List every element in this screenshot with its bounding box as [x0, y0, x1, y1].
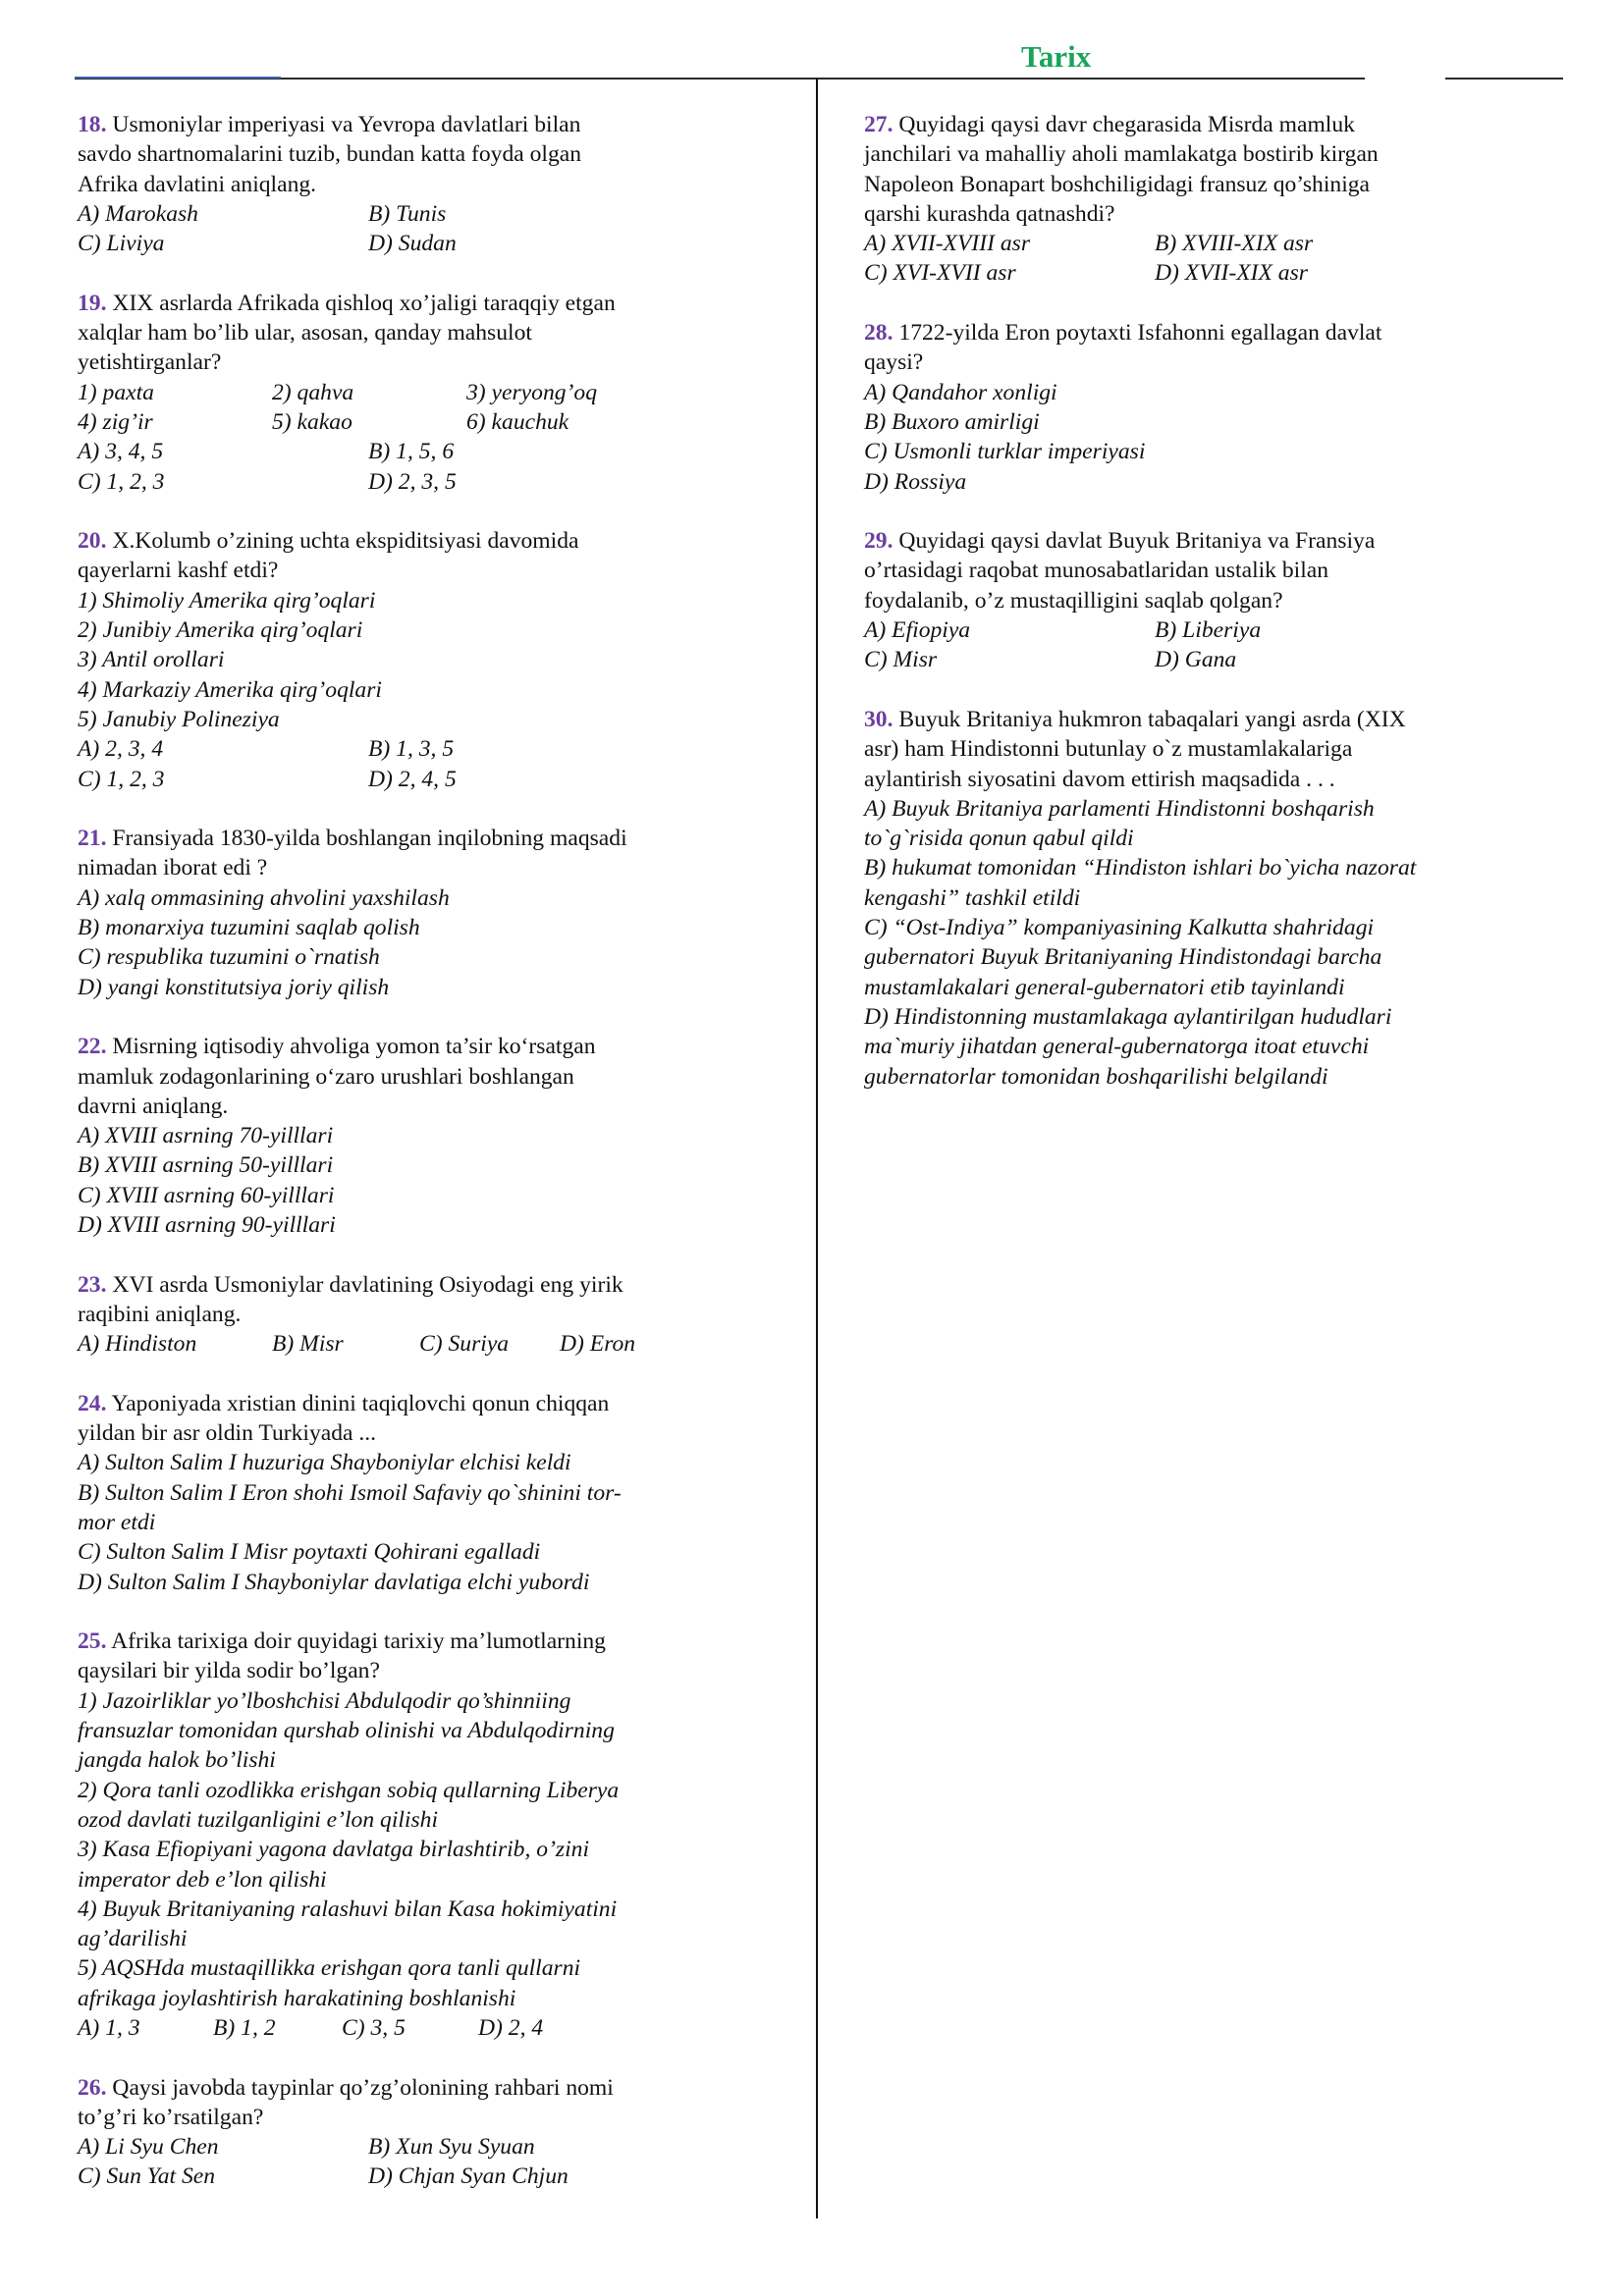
question-text: foydalanib, o’z mustaqilligini saqlab qolgan? [864, 587, 1283, 614]
answer-row [78, 229, 804, 258]
answer-option-d[interactable]: D) Gana [1155, 647, 1237, 673]
item-row [78, 407, 804, 437]
answer-option-b[interactable]: B) Xun Syu Syuan [368, 2134, 535, 2161]
question-text: xalqlar ham bo’lib ular, asosan, qanday mahsulot [78, 320, 532, 347]
question-30 [864, 705, 1551, 1092]
answer-option-c[interactable]: C) Suriya [419, 1331, 510, 1358]
question-text: Usmoniylar imperiyasi va Yevropa davlatlari bilan [112, 112, 581, 137]
list-item: ozod davlati tuzilganligini e’lon qilishi [78, 1806, 439, 1833]
question-text: qaysi? [864, 349, 924, 376]
question-number: 26. [78, 2074, 107, 2101]
question-22 [78, 1032, 804, 1240]
question-text: Fransiyada 1830-yilda boshlangan inqilobning maqsadi [112, 826, 627, 852]
answer-option-d[interactable]: D) Hindistonning mustamlakaga aylantirilgan hududlari [864, 1003, 1392, 1030]
list-item: fransuzlar tomonidan qurshab olinishi va Abdulqodirning [78, 1718, 615, 1744]
question-number: 25. [78, 1629, 107, 1655]
answer-option-a[interactable]: A) XVIII asrning 70-yilllari [78, 1123, 334, 1149]
question-line [78, 2073, 804, 2103]
answer-option-a[interactable]: A) xalq ommasining ahvolini yaxshilash [78, 884, 450, 911]
answer-option-c[interactable]: C) 1, 2, 3 [78, 766, 165, 792]
column-divider [816, 79, 818, 2218]
question-number: 28. [864, 320, 893, 347]
question-18 [78, 110, 804, 258]
question-text: XVI asrda Usmoniylar davlatining Osiyodagi eng yirik [112, 1271, 623, 1298]
list-item: 1) paxta [78, 379, 154, 405]
question-23 [78, 1270, 804, 1360]
left-column [78, 110, 804, 2221]
answer-row [78, 2132, 804, 2162]
item-row [78, 378, 804, 407]
answer-row [864, 645, 1551, 674]
question-number: 19. [78, 290, 107, 316]
answer-option-b[interactable]: B) Sulton Salim I Eron shohi Ismoil Safaviy qo`shinini tor- [78, 1479, 622, 1506]
question-number: 18. [78, 112, 107, 137]
answer-option-d[interactable]: D) XVII-XIX asr [1155, 260, 1308, 287]
answer-option-c[interactable]: C) 1, 2, 3 [78, 468, 165, 495]
answer-option-d[interactable]: D) Sulton Salim I Shayboniylar davlatiga elchi yubordi [78, 1569, 590, 1595]
answer-option-c[interactable]: C) Sun Yat Sen [78, 2163, 216, 2190]
question-text: davrni aniqlang. [78, 1093, 229, 1119]
answer-row [78, 2162, 804, 2191]
question-text: Quyidagi qaysi davlat Buyuk Britaniya va Fransiya [898, 528, 1376, 555]
answer-option-b[interactable]: B) XVIII-XIX asr [1155, 231, 1314, 257]
answer-option-d-cont[interactable]: gubernatorlar tomonidan boshqarilishi belgilandi [864, 1063, 1328, 1090]
question-text: XIX asrlarda Afrikada qishloq xo’jaligi taraqqiy etgan [112, 290, 616, 316]
question-26 [78, 2073, 804, 2192]
question-line [864, 110, 1551, 139]
answer-option-b[interactable]: B) Misr [272, 1331, 344, 1358]
question-text: Qaysi javobda taypinlar qo’zg’olonining rahbari nomi [112, 2074, 614, 2101]
question-text: mamluk zodagonlarining o‘zaro urushlari boshlangan [78, 1063, 574, 1090]
answer-option-c-cont[interactable]: gubernatori Buyuk Britaniyaning Hindistondagi barcha [864, 944, 1382, 971]
question-text: Napoleon Bonapart boshchiligidagi fransuz qo’shiniga [864, 171, 1371, 197]
header-rule-right [1445, 78, 1563, 80]
question-28 [864, 318, 1551, 497]
answer-option-d[interactable]: D) Chjan Syan Chjun [368, 2163, 568, 2190]
list-item: 3) yeryong’oq [466, 379, 597, 405]
answer-option-d[interactable]: D) 2, 4, 5 [368, 766, 457, 792]
answer-option-a[interactable]: A) XVII-XVIII asr [864, 231, 1031, 257]
question-line [78, 1032, 804, 1061]
question-text: yetishtirganlar? [78, 349, 222, 376]
answer-option-d[interactable]: D) yangi konstitutsiya joriy qilish [78, 974, 390, 1000]
question-text: qarshi kurashda qatnashdi? [864, 200, 1115, 227]
header-rule-accent [75, 77, 281, 79]
question-number: 21. [78, 826, 107, 852]
answer-option-b-cont[interactable]: mor etdi [78, 1509, 156, 1535]
question-line [78, 1270, 804, 1300]
question-text: raqibini aniqlang. [78, 1301, 242, 1327]
answer-option-a[interactable]: A) Buyuk Britaniya parlamenti Hindistonni boshqarish [864, 795, 1375, 822]
question-line [78, 824, 804, 853]
question-number: 29. [864, 528, 893, 555]
list-item: 2) qahva [272, 379, 354, 405]
answer-option-d[interactable]: D) Rossiya [864, 468, 967, 495]
question-line [78, 289, 804, 318]
answer-option-a[interactable]: A) Hindiston [78, 1331, 197, 1358]
answer-option-c[interactable]: C) Liviya [78, 231, 165, 257]
answer-option-a[interactable]: A) 1, 3 [78, 2015, 140, 2041]
answer-row [78, 199, 804, 229]
question-27 [864, 110, 1551, 289]
question-text: Afrika davlatini aniqlang. [78, 171, 317, 197]
answer-option-b[interactable]: B) Tunis [368, 200, 447, 227]
question-text: X.Kolumb o’zining uchta ekspiditsiyasi davomida [112, 528, 579, 555]
answer-option-d[interactable]: D) 2, 4 [478, 2015, 544, 2041]
list-item: afrikaga joylashtirish harakatining boshlanishi [78, 1985, 516, 2011]
answer-option-c[interactable]: C) XVIII asrning 60-yilllari [78, 1182, 335, 1208]
answer-option-c[interactable]: C) 3, 5 [342, 2015, 406, 2041]
question-line [864, 526, 1551, 556]
answer-row [78, 2013, 804, 2043]
list-item: imperator deb e’lon qilishi [78, 1866, 327, 1893]
header-title: Tarix [1021, 39, 1092, 74]
answer-option-b[interactable]: B) 1, 3, 5 [368, 736, 455, 763]
question-21 [78, 824, 804, 1002]
question-text: Afrika tarixiga doir quyidagi tarixiy ma’lumotlarning [111, 1629, 606, 1655]
answer-row [864, 258, 1551, 288]
question-line [864, 318, 1551, 347]
answer-option-c[interactable]: C) Usmonli turklar imperiyasi [864, 439, 1146, 465]
answer-row [78, 765, 804, 794]
question-text: aylantirish siyosatini davom ettirish maqsadida . . . [864, 766, 1335, 792]
answer-option-c[interactable]: C) Misr [864, 647, 938, 673]
answer-option-a[interactable]: A) Qandahor xonligi [864, 379, 1057, 405]
question-text: janchilari va mahalliy aholi mamlakatga bostirib kirgan [864, 141, 1379, 168]
list-item: 3) Antil orollari [78, 647, 225, 673]
answer-option-a[interactable]: A) Sulton Salim I huzuriga Shayboniylar elchisi keldi [78, 1450, 571, 1476]
question-text: Buyuk Britaniya hukmron tabaqalari yangi asrda (XIX [898, 706, 1406, 732]
question-number: 23. [78, 1271, 107, 1298]
answer-option-a-cont[interactable]: to`g`risida qonun qabul qildi [864, 826, 1134, 852]
question-number: 22. [78, 1034, 107, 1060]
question-24 [78, 1389, 804, 1597]
question-text: Yaponiyada xristian dinini taqiqlovchi qonun chiqqan [111, 1390, 610, 1416]
answer-option-a[interactable]: A) 3, 4, 5 [78, 439, 164, 465]
question-number: 20. [78, 528, 107, 555]
answer-option-c[interactable]: C) “Ost-Indiya” kompaniyasining Kalkutta shahridagi [864, 915, 1375, 941]
answer-option-b[interactable]: B) XVIII asrning 50-yilllari [78, 1152, 334, 1179]
question-number: 30. [864, 706, 893, 732]
answer-option-a[interactable]: A) Marokash [78, 200, 198, 227]
question-25 [78, 1627, 804, 2043]
question-number: 27. [864, 112, 893, 137]
answer-option-c[interactable]: C) XVI-XVII asr [864, 260, 1016, 287]
list-item: 5) kakao [272, 408, 352, 435]
list-item: 2) Junibiy Amerika qirg’oqlari [78, 617, 363, 644]
answer-row [864, 229, 1551, 258]
question-text: yildan bir asr oldin Turkiyada ... [78, 1420, 377, 1447]
question-line [78, 1627, 804, 1656]
answer-option-a[interactable]: A) Efiopiya [864, 617, 971, 644]
question-text: nimadan iborat edi ? [78, 855, 268, 881]
question-line [78, 526, 804, 556]
answer-option-b[interactable]: B) Liberiya [1155, 617, 1262, 644]
question-text: Quyidagi qaysi davr chegarasida Misrda mamluk [898, 112, 1355, 137]
question-text: asr) ham Hindistonni butunlay o`z mustamlakalariga [864, 736, 1353, 763]
list-item: 6) kauchuk [466, 408, 569, 435]
answer-option-d-cont[interactable]: ma`muriy jihatdan general-gubernatorga itoat etuvchi [864, 1034, 1370, 1060]
answer-option-a[interactable]: A) 2, 3, 4 [78, 736, 164, 763]
answer-option-b[interactable]: B) monarxiya tuzumini saqlab qolish [78, 915, 420, 941]
question-line [78, 1389, 804, 1418]
answer-option-b[interactable]: B) 1, 5, 6 [368, 439, 455, 465]
question-line [78, 110, 804, 139]
answer-row [78, 467, 804, 497]
answer-row [78, 1329, 804, 1359]
list-item: 1) Shimoliy Amerika qirg’oqlari [78, 587, 376, 614]
list-item: 4) Buyuk Britaniyaning ralashuvi bilan Kasa hokimiyatini [78, 1896, 618, 1922]
answer-option-c[interactable]: C) Sulton Salim I Misr poytaxti Qohirani egalladi [78, 1539, 541, 1566]
answer-row [78, 437, 804, 466]
list-item: 3) Kasa Efiopiyani yagona davlatga birlashtirib, o’zini [78, 1837, 590, 1863]
question-text: to’g’ri ko’rsatilgan? [78, 2104, 264, 2130]
question-29 [864, 526, 1551, 674]
list-item: 5) Janubiy Polineziya [78, 706, 280, 732]
list-item: 5) AQSHda mustaqillikka erishgan qora tanli qullarni [78, 1955, 581, 1982]
answer-option-b[interactable]: B) Buxoro amirligi [864, 408, 1040, 435]
question-text: savdo shartnomalarini tuzib, bundan katta foyda olgan [78, 141, 582, 168]
question-19 [78, 289, 804, 497]
question-text: 1722-yilda Eron poytaxti Isfahonni egallagan davlat [898, 320, 1382, 347]
question-text: o’rtasidagi raqobat munosabatlaridan ustalik bilan [864, 558, 1329, 584]
question-text: Misrning iqtisodiy ahvoliga yomon ta’sir ko‘rsatgan [112, 1034, 596, 1060]
question-20 [78, 526, 804, 794]
answer-option-b-cont[interactable]: kengashi” tashkil etildi [864, 884, 1081, 911]
answer-row [78, 734, 804, 764]
list-item: jangda halok bo’lishi [78, 1747, 276, 1774]
list-item: 1) Jazoirliklar yo’lboshchisi Abdulqodir qo’shinniing [78, 1687, 571, 1714]
answer-option-b[interactable]: B) 1, 2 [213, 2015, 276, 2041]
right-column [864, 110, 1551, 1121]
list-item: 2) Qora tanli ozodlikka erishgan sobiq qullarning Liberya [78, 1777, 620, 1803]
answer-option-d[interactable]: D) 2, 3, 5 [368, 468, 457, 495]
answer-option-d[interactable]: D) Eron [560, 1331, 636, 1358]
question-line [864, 705, 1551, 734]
answer-option-d[interactable]: D) XVIII asrning 90-yilllari [78, 1211, 336, 1238]
question-text: qaysilari bir yilda sodir bo’lgan? [78, 1658, 380, 1684]
answer-option-b[interactable]: B) hukumat tomonidan “Hindiston ishlari bo`yicha nazorat [864, 855, 1417, 881]
answer-option-a[interactable]: A) Li Syu Chen [78, 2134, 219, 2161]
answer-option-c[interactable]: C) respublika tuzumini o`rnatish [78, 944, 380, 971]
list-item: 4) zig’ir [78, 408, 153, 435]
answer-row [864, 615, 1551, 645]
answer-option-c-cont[interactable]: mustamlakalari general-gubernatori etib tayinlandi [864, 974, 1345, 1000]
question-number: 24. [78, 1390, 107, 1416]
answer-option-d[interactable]: D) Sudan [368, 231, 457, 257]
list-item: ag’darilishi [78, 1926, 188, 1952]
list-item: 4) Markaziy Amerika qirg’oqlari [78, 676, 382, 703]
question-text: qayerlarni kashf etdi? [78, 558, 279, 584]
